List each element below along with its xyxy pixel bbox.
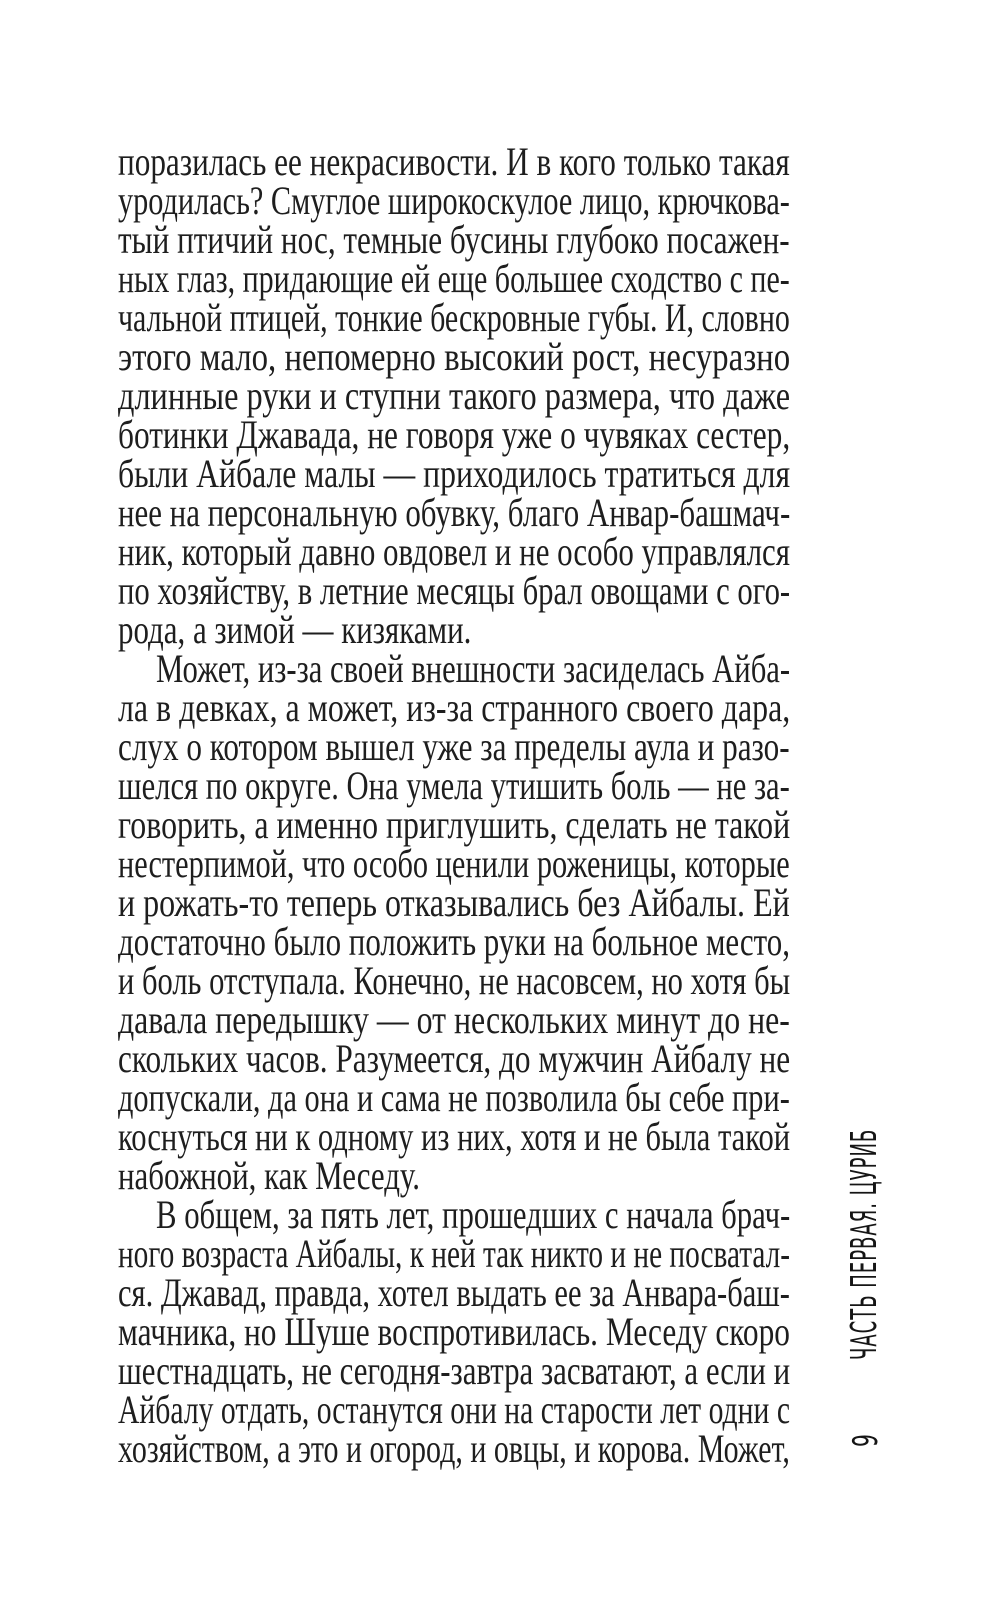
part-title-vertical: ЧАСТЬ ПЕРВАЯ. ЦУРИБ	[844, 1128, 885, 1360]
text-line: чальной птицей, тонкие бескровные губы. И, словно	[118, 295, 790, 340]
text-line: Может, из-за своей внешности засиделась Айба-	[156, 646, 791, 691]
text-line: нее на персональную обувку, благо Анвар-башмач-	[118, 490, 791, 535]
text-line: слух о котором вышел уже за пределы аула и разо-	[118, 724, 790, 769]
text-line: рода, а зимой — кизяками.	[118, 607, 472, 652]
text-line: поразилась ее некрасивости. И в кого только такая	[118, 139, 790, 184]
text-line: шестнадцать, не сегодня-завтра засватают, а если и	[118, 1348, 791, 1393]
body-text-block	[118, 139, 791, 1471]
text-line: и боль отступала. Конечно, не насовсем, но хотя бы	[118, 958, 791, 1003]
text-line: коснуться ни к одному из них, хотя и не была такой	[118, 1114, 791, 1159]
text-line: хозяйством, а это и огород, и овцы, и корова. Может,	[118, 1426, 790, 1471]
text-line: были Айбале малы — приходилось тратиться для	[118, 451, 791, 496]
text-line: ся. Джавад, правда, хотел выдать ее за Анвара-баш-	[118, 1270, 790, 1315]
text-line: по хозяйству, в летние месяцы брал овощами с ого-	[118, 568, 791, 613]
page-number: 9	[846, 1434, 886, 1447]
text-line: ботинки Джавада, не говоря уже о чувяках сестер,	[118, 412, 791, 457]
text-line: Айбалу отдать, останутся они на старости лет одни с	[118, 1387, 790, 1432]
text-line: ного возраста Айбалы, к ней так никто и не посватал-	[118, 1231, 791, 1276]
text-line: говорить, а именно приглушить, сделать не такой	[118, 802, 791, 847]
text-line: тый птичий нос, темные бусины глубоко посажен-	[118, 217, 790, 262]
text-line: этого мало, непомерно высокий рост, несуразно	[118, 334, 791, 379]
text-line: мачника, но Шуше воспротивилась. Меседу скоро	[118, 1309, 790, 1354]
text-line: набожной, как Меседу.	[118, 1153, 421, 1198]
text-line: и рожать-то теперь отказывались без Айбалы. Ей	[118, 880, 790, 925]
text-line: давала передышку — от нескольких минут до не-	[118, 997, 790, 1042]
text-line: ник, который давно овдовел и не особо управлялся	[118, 529, 791, 574]
text-line: допускали, да она и сама не позволила бы себе при-	[118, 1075, 790, 1120]
text-line: достаточно было положить руки на больное место,	[118, 919, 790, 964]
text-line: длинные руки и ступни такого размера, что даже	[118, 373, 791, 418]
text-line: шелся по округе. Она умела утишить боль — не за-	[118, 763, 790, 808]
text-line: скольких часов. Разумеется, до мужчин Айбалу не	[118, 1036, 791, 1081]
text-line: В общем, за пять лет, прошедших с начала брач-	[156, 1192, 791, 1237]
text-line: нестерпимой, что особо ценили роженицы, которые	[118, 841, 790, 886]
text-line: ных глаз, придающие ей еще большее сходство с пе-	[118, 256, 790, 301]
text-line: ла в девках, а может, из-за странного своего дара,	[118, 685, 791, 730]
text-line: уродилась? Смуглое широкоскулое лицо, крючкова-	[118, 178, 790, 223]
